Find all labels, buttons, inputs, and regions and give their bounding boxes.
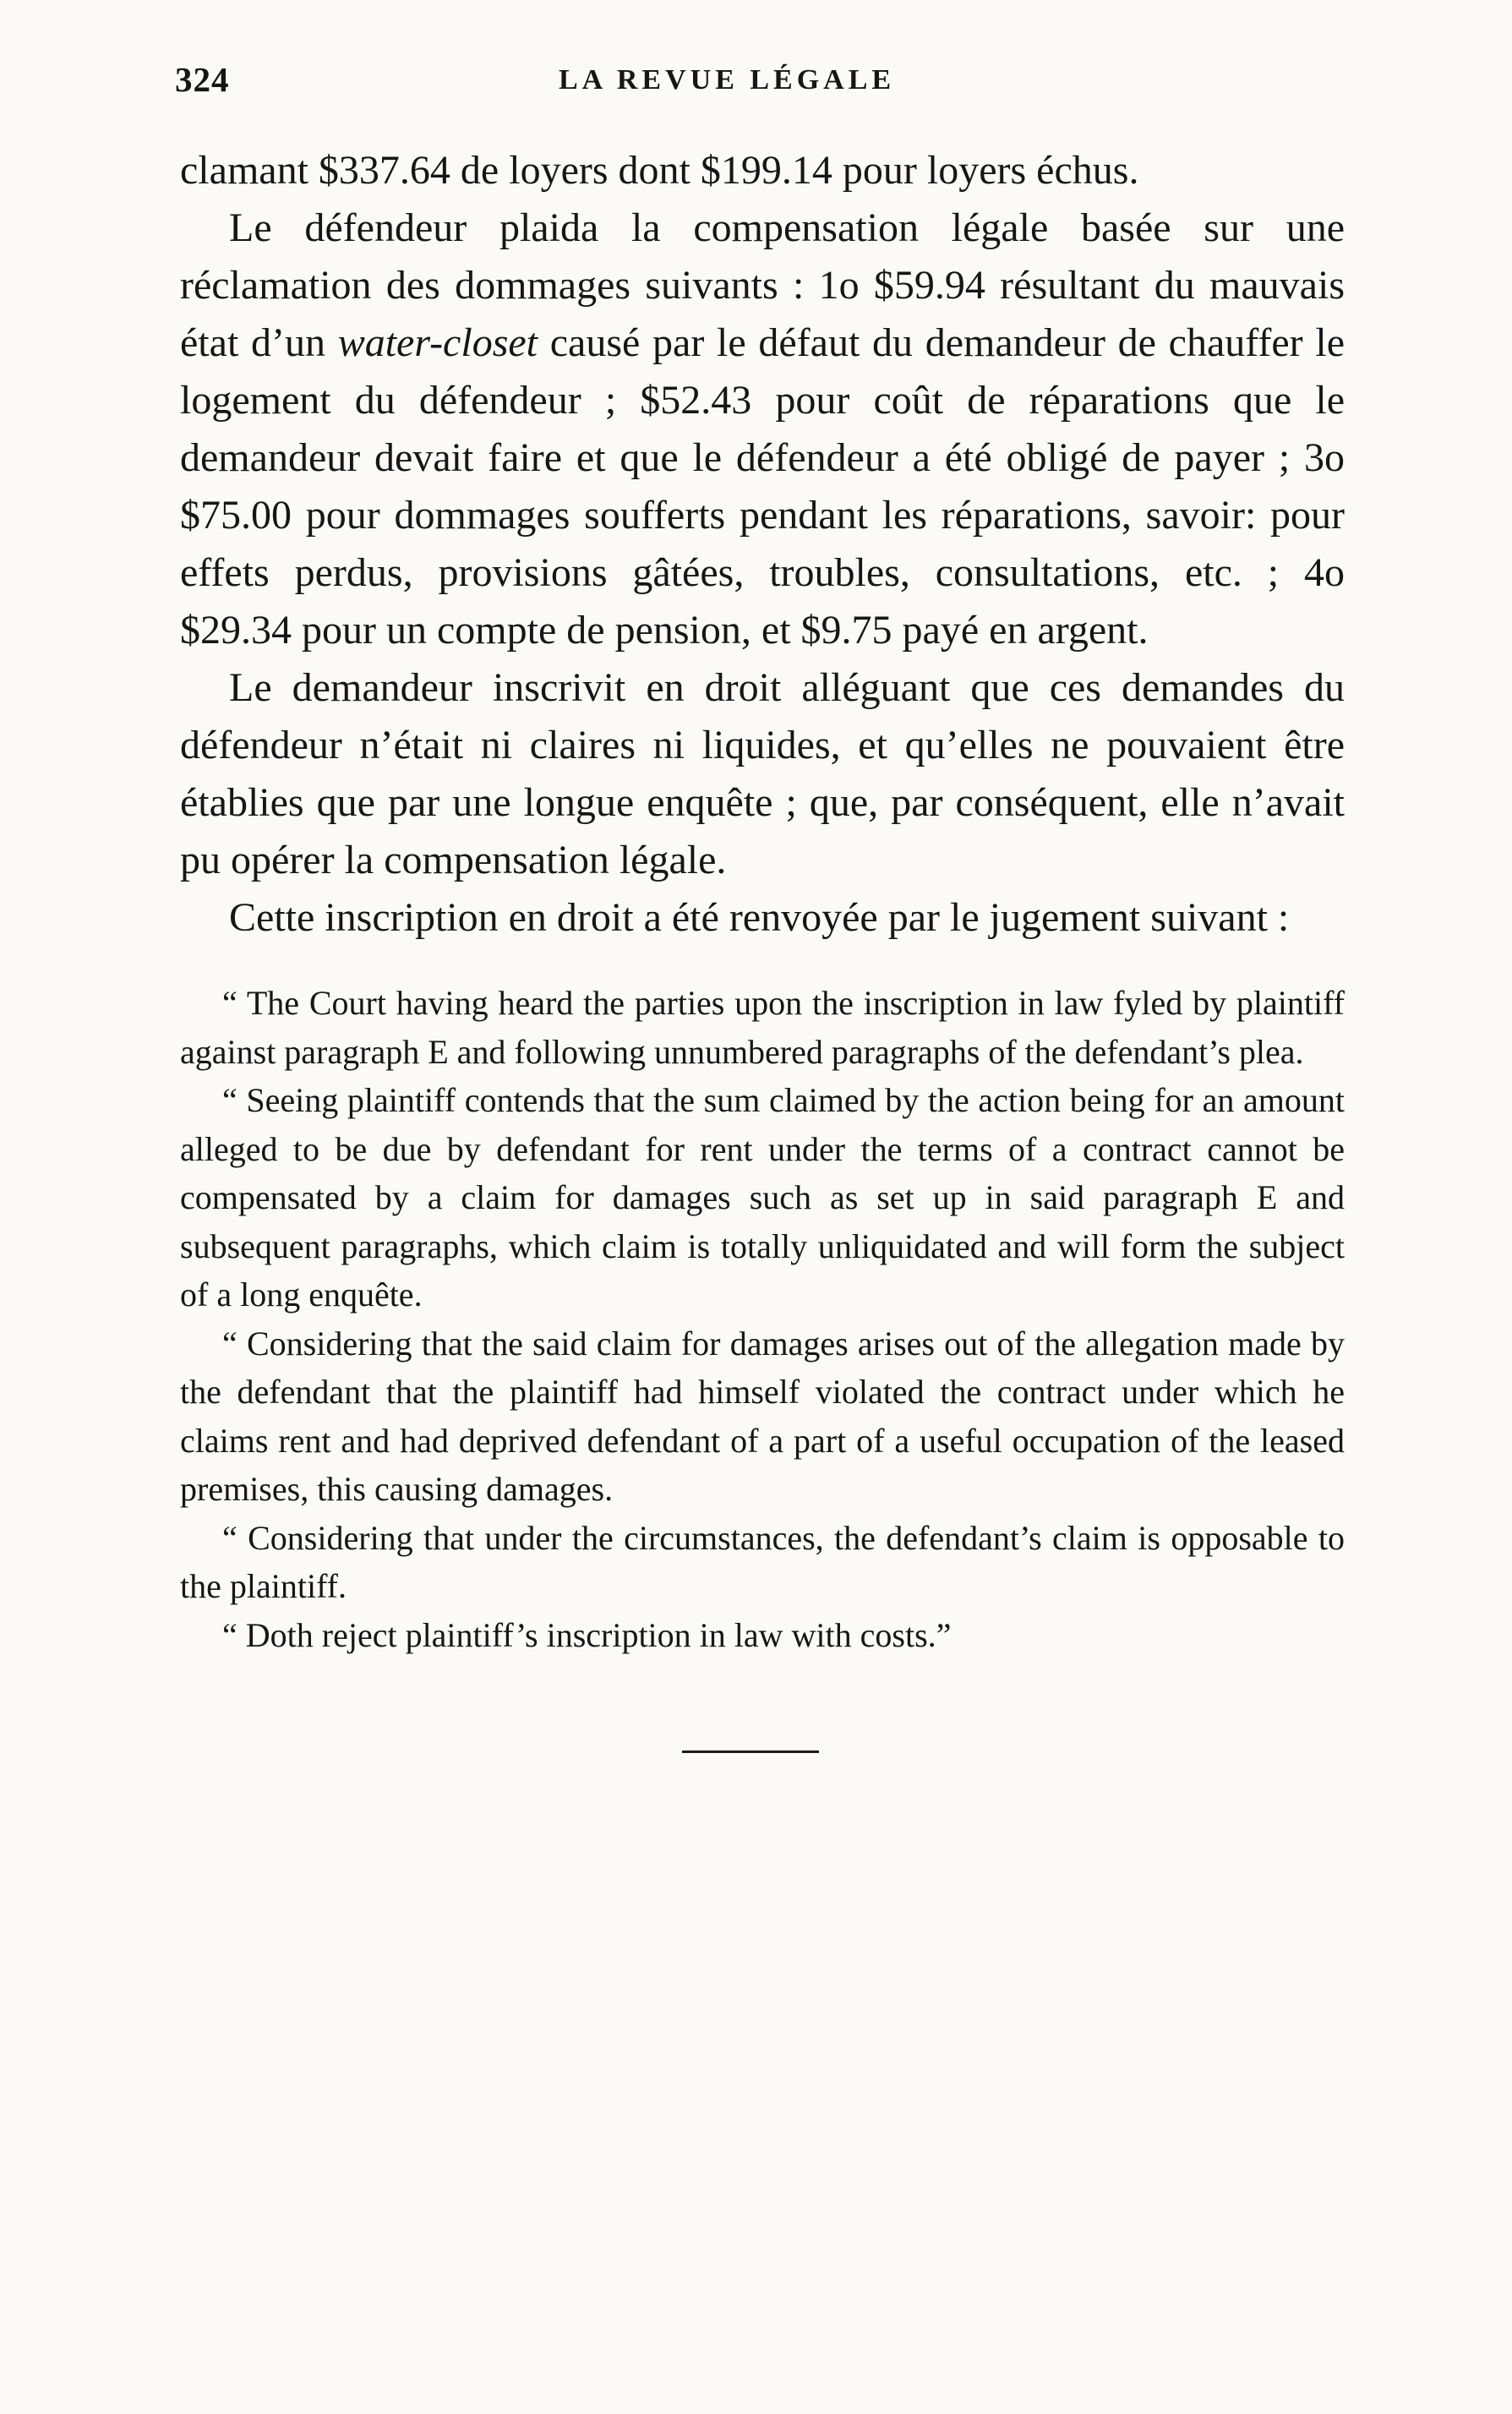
judgment-paragraph-5: “ Doth reject plaintiff’s inscription in law with costs.”: [222, 1615, 952, 1654]
page-number: 324: [175, 60, 230, 99]
judgment-paragraph-1: “ The Court having heard the parties upon the inscription in law fyled by plaintiff against paragraph E and following unnumbered paragraphs of the defendant’s plea.: [180, 984, 1345, 1071]
judgment-paragraph-4: “ Considering that under the circumstances, the defendant’s claim is opposable to the plaintiff.: [180, 1518, 1345, 1605]
paragraph-defence-part-2: causé par le défaut du demandeur de chauffer le logement du défendeur ; $52.43 pour coût de réparations que le demandeur devait faire et que le défendeur a été obligé de payer ; 3o $75.00 pour dommages soufferts pendant les réparations, savoir: pour effets perdus, provisions gâtées, troubles, consultations, etc. ; 4o $29.34 pour un compte de pension, et $9.75 payé en argent.: [180, 320, 1346, 653]
paragraph-defence: [180, 199, 1345, 659]
body-text: [180, 142, 1345, 947]
judgment-quote: [180, 979, 1345, 1659]
judgment-paragraph-2: “ Seeing plaintiff contends that the sum claimed by the action being for an amount alleged to be due by defendant for rent under the terms of a contract cannot be compensated by a claim for damages such as set up in said paragraph E and subsequent paragraphs, which claim is totally unliquidated and will form the subject of a long enquête.: [180, 1081, 1345, 1314]
paragraph-inscription: Le demandeur inscrivit en droit alléguant que ces demandes du défendeur n’était ni claires ni liquides, et qu’elles ne pouvaient être établies que par une longue enquête ; que, par conséquent, elle n’avait pu opérer la compensation légale.: [180, 665, 1345, 882]
paragraph-judgment-intro: Cette inscription en droit a été renvoyée par le jugement suivant :: [229, 895, 1290, 940]
page: [175, 52, 1346, 1753]
page-header: [175, 52, 1345, 112]
italic-term: water-closet: [337, 320, 538, 365]
paragraph-defence-part-1: Le défendeur plaida la compensation légale basée sur une réclamation des dommages suivants : 1o $59.94 résultant du mauvais état d’un: [180, 205, 1345, 365]
judgment-paragraph-3: “ Considering that the said claim for damages arises out of the allegation made by the defendant that the plaintiff had himself violated the contract under which he claims rent and had deprived defendant of a part of a useful occupation of the leased premises, this causing damages.: [180, 1324, 1345, 1508]
paragraph-continuation: clamant $337.64 de loyers dont $199.14 pour loyers échus.: [180, 148, 1139, 193]
section-divider: [682, 1750, 819, 1753]
running-head: LA REVUE LÉGALE: [559, 64, 896, 96]
